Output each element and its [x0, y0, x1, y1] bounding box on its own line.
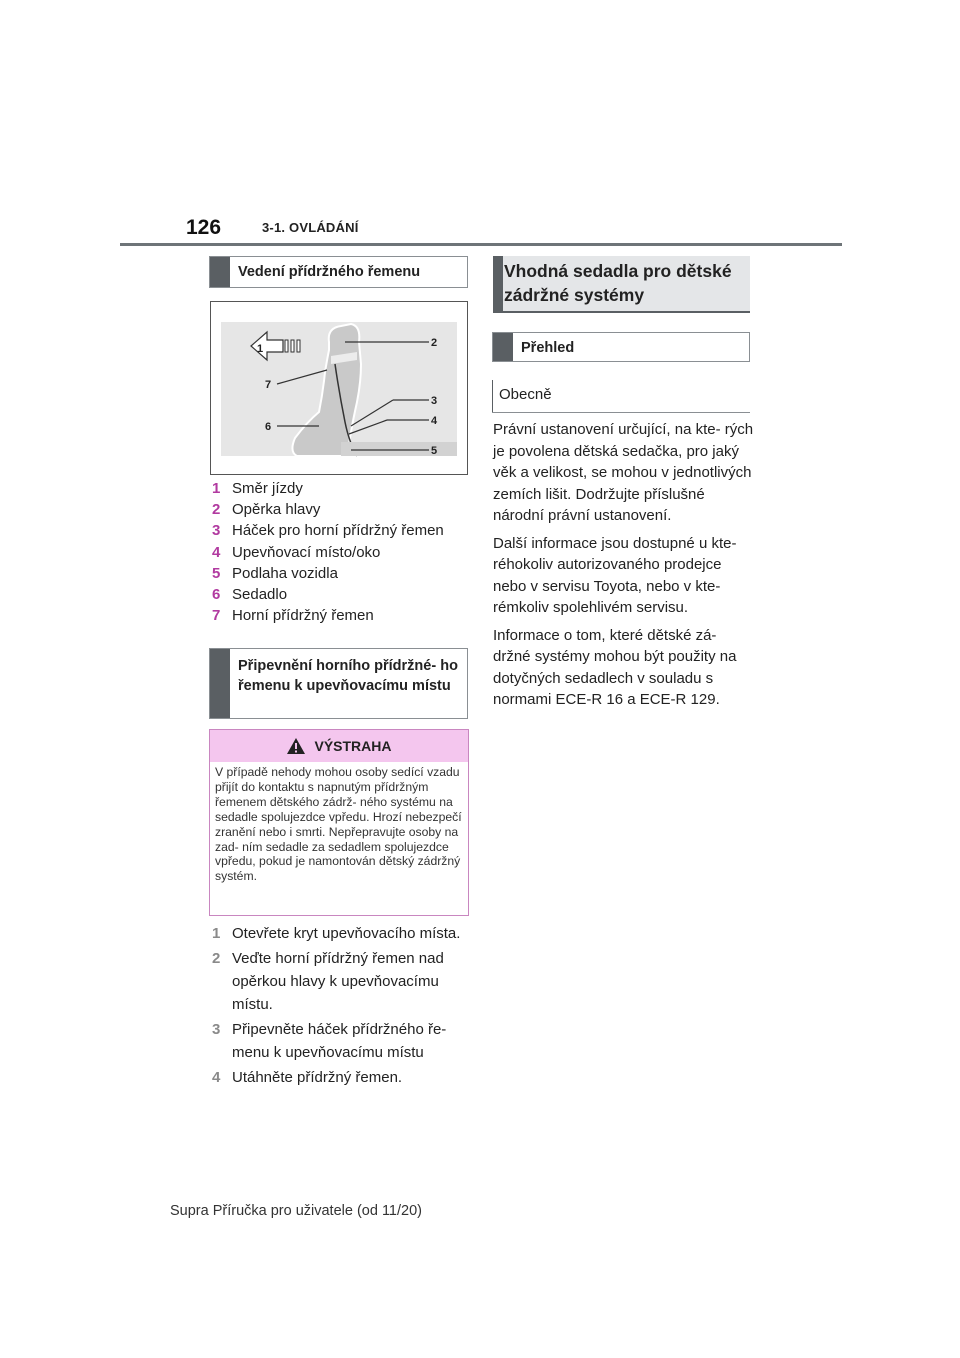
warning-header	[210, 730, 468, 762]
arrow-stripe-3	[297, 340, 300, 352]
fig-label-2: 2	[431, 337, 438, 349]
page-number: 126	[186, 216, 222, 239]
fig-label-5: 5	[431, 445, 438, 457]
step-item: 3 Připevněte háček přídržného ře- menu k upevňovacímu místu	[212, 1021, 447, 1062]
step-list	[212, 922, 474, 1091]
legend-item: 3 Háček pro horní přídržný řemen	[212, 522, 444, 540]
figure-legend	[212, 478, 472, 626]
warning-triangle-icon	[286, 737, 306, 755]
arrow-stripe-1	[285, 340, 288, 352]
section-bar	[210, 257, 230, 287]
paragraph: Právní ustanovení určující, na kte- rých je povolena dětská sedačka, pro jaký věk a velikost, se mohou v jednotlivých zemích lišit. Dodržujte příslušné národní právní ustanovení.	[493, 421, 754, 524]
fig-label-1: 1	[257, 343, 264, 355]
legend-item: 1 Směr jízdy	[212, 480, 303, 497]
section-heading-attach-tether	[209, 648, 468, 719]
header-rule	[120, 243, 842, 246]
arrow-stripe-2	[291, 340, 294, 352]
step-item: 1 Otevřete kryt upevňovacího místa.	[212, 925, 461, 942]
legend-item: 2 Opěrka hlavy	[212, 501, 321, 519]
section-bar	[210, 649, 230, 718]
section-title: Připevnění horního přídržné- ho řemenu k upevňovacímu místu	[238, 658, 458, 694]
warning-box	[209, 729, 469, 916]
main-section-title: Vhodná sedadla pro dětské zádržné systémy	[504, 261, 732, 305]
fig-label-3: 3	[431, 395, 438, 407]
legend-item: 5 Podlaha vozidla	[212, 564, 338, 582]
subsection-heading	[492, 380, 750, 413]
fig-label-6: 6	[265, 421, 272, 433]
paragraph: Další informace jsou dostupné u kte- réhokoliv autorizovaného prodejce nebo v servisu Toyota, nebo v kte- rémkoliv spolehlivém servisu.	[493, 534, 737, 616]
section-bar	[493, 333, 513, 361]
warning-title: VÝSTRAHA	[314, 738, 392, 754]
legend-item: 4 Upevňovací místo/oko	[212, 543, 381, 561]
main-section-heading	[493, 256, 750, 313]
chapter-title: 3-1. OVLÁDÁNÍ	[262, 220, 359, 235]
step-item: 4 Utáhněte přídržný řemen.	[212, 1069, 403, 1087]
fig-label-7: 7	[265, 379, 272, 391]
section-bar	[493, 256, 503, 311]
fig-label-4: 4	[431, 415, 438, 427]
body-text	[493, 419, 755, 717]
section-heading-overview	[492, 332, 750, 362]
subsection-title: Obecně	[499, 386, 552, 403]
paragraph: Informace o tom, které dětské zá- držné systémy mohou být použity na dotyčných sedadlech v souladu s normami ECE-R 16 a ECE-R 129.	[493, 626, 737, 708]
section-title: Vedení přídržného řemenu	[238, 264, 421, 280]
seat-tether-figure	[210, 301, 468, 475]
page-footer: Supra Příručka pro uživatele (od 11/20)	[169, 1203, 422, 1219]
seat-diagram	[211, 302, 467, 474]
vehicle-floor	[341, 442, 457, 456]
legend-item: 7 Horní přídržný řemen	[212, 607, 374, 625]
step-item: 2 Veďte horní přídržný řemen nad opěrkou hlavy k upevňovacímu místu.	[212, 949, 444, 1014]
section-title: Přehled	[521, 340, 575, 356]
warning-text: V případě nehody mohou osoby sedící vzadu přijít do kontaktu s napnutým přídržným řemenem dětského zádrž- ného systému na sedadle spolujezdce vpředu. Hrozí nebezpečí zranění nebo i smrti. Nepřepravujte osoby na zad- ním sedadle za sedadlem spolujezdce vpředu, pokud je namontován dětský zádržný systém.	[215, 765, 462, 884]
legend-item: 6 Sedadlo	[212, 586, 288, 604]
section-heading-tether-routing	[209, 256, 468, 288]
